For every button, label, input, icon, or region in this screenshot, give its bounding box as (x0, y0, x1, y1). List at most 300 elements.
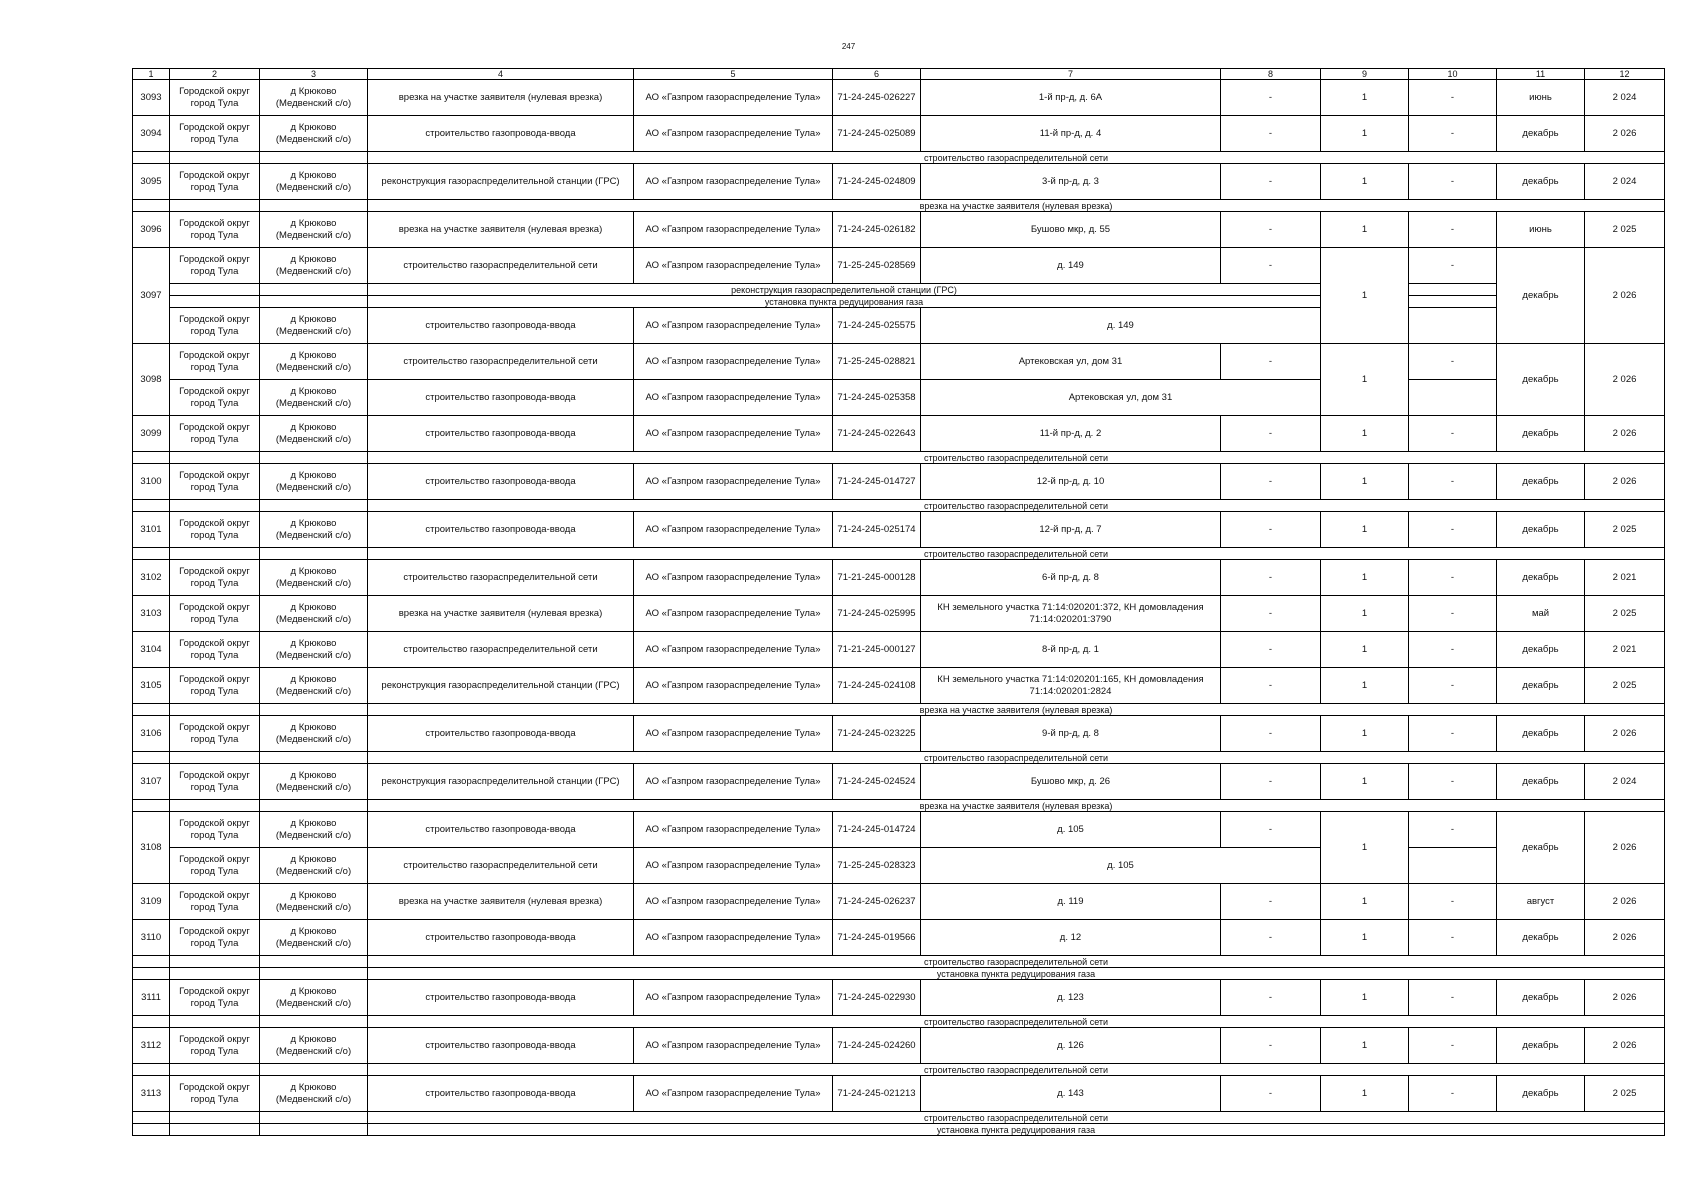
settlement-cell: д Крюково (Медвенский с/о) (260, 884, 368, 920)
district-cell: Городской округ город Тула (170, 212, 260, 248)
empty-cell (260, 1016, 368, 1028)
table-row (133, 596, 1665, 632)
work-note-row (133, 284, 1665, 296)
month-cell: декабрь (1497, 248, 1585, 344)
year-cell: 2 026 (1585, 716, 1665, 752)
work-note-row (133, 800, 1665, 812)
address-cell: 9-й пр-д, д. 8 (921, 716, 1221, 752)
row-number: 3106 (133, 716, 170, 752)
empty-cell (1409, 296, 1497, 308)
organization-cell: АО «Газпром газораспределение Тула» (634, 308, 833, 344)
address-cell: КН земельного участка 71:14:020201:165, КН домовладения 71:14:020201:2824 (921, 668, 1221, 704)
table-row (133, 80, 1665, 116)
organization-cell: АО «Газпром газораспределение Тула» (634, 560, 833, 596)
count-cell: 1 (1321, 980, 1409, 1016)
work-note: врезка на участке заявителя (нулевая врезка) (368, 800, 1665, 812)
organization-cell: АО «Газпром газораспределение Тула» (634, 668, 833, 704)
year-cell: 2 024 (1585, 80, 1665, 116)
empty-cell (133, 200, 170, 212)
count-cell: 1 (1321, 812, 1409, 884)
column-number: 8 (1221, 69, 1321, 80)
organization-cell: АО «Газпром газораспределение Тула» (634, 632, 833, 668)
column-number: 3 (260, 69, 368, 80)
settlement-cell: д Крюково (Медвенский с/о) (260, 212, 368, 248)
settlement-cell: д Крюково (Медвенский с/о) (260, 812, 368, 848)
settlement-cell: д Крюково (Медвенский с/о) (260, 668, 368, 704)
work-type-cell: строительство газораспределительной сети (368, 848, 634, 884)
count-cell: 1 (1321, 344, 1409, 416)
address-cell: д. 149 (921, 248, 1221, 284)
district-cell: Городской округ город Тула (170, 980, 260, 1016)
empty-cell (1409, 284, 1497, 296)
count-cell: 1 (1321, 764, 1409, 800)
table-row (133, 668, 1665, 704)
col10-cell: - (1409, 560, 1497, 596)
work-note-row (133, 548, 1665, 560)
object-code-cell: 71-24-245-025358 (833, 380, 921, 416)
district-cell: Городской округ город Тула (170, 164, 260, 200)
column-number: 11 (1497, 69, 1585, 80)
empty-cell (170, 704, 260, 716)
settlement-cell: д Крюково (Медвенский с/о) (260, 512, 368, 548)
col8-cell: - (1221, 344, 1321, 380)
table-row (133, 764, 1665, 800)
work-type-cell: строительство газопровода-ввода (368, 308, 634, 344)
address-cell: Артековская ул, дом 31 (921, 344, 1221, 380)
organization-cell: АО «Газпром газораспределение Тула» (634, 344, 833, 380)
address-cell: д. 12 (921, 920, 1221, 956)
work-note-row (133, 500, 1665, 512)
district-cell: Городской округ город Тула (170, 1076, 260, 1112)
col8-cell: - (1221, 116, 1321, 152)
table-row (133, 980, 1665, 1016)
table-row (133, 464, 1665, 500)
row-number: 3109 (133, 884, 170, 920)
object-code-cell: 71-21-245-000127 (833, 632, 921, 668)
col8-cell: - (1221, 212, 1321, 248)
year-cell: 2 026 (1585, 464, 1665, 500)
empty-cell (133, 152, 170, 164)
settlement-cell: д Крюково (Медвенский с/о) (260, 80, 368, 116)
empty-cell (133, 800, 170, 812)
empty-cell (260, 956, 368, 968)
empty-cell (170, 1064, 260, 1076)
column-number: 9 (1321, 69, 1409, 80)
district-cell: Городской округ город Тула (170, 464, 260, 500)
column-number: 2 (170, 69, 260, 80)
empty-cell (1409, 848, 1497, 884)
count-cell: 1 (1321, 560, 1409, 596)
column-number: 7 (921, 69, 1221, 80)
count-cell: 1 (1321, 668, 1409, 704)
organization-cell: АО «Газпром газораспределение Тула» (634, 164, 833, 200)
settlement-cell: д Крюково (Медвенский с/о) (260, 344, 368, 380)
col8-cell: - (1221, 596, 1321, 632)
empty-cell (260, 1064, 368, 1076)
col10-cell: - (1409, 1028, 1497, 1064)
year-cell: 2 025 (1585, 212, 1665, 248)
row-number: 3094 (133, 116, 170, 152)
month-cell: декабрь (1497, 980, 1585, 1016)
month-cell: декабрь (1497, 164, 1585, 200)
settlement-cell: д Крюково (Медвенский с/о) (260, 596, 368, 632)
year-cell: 2 026 (1585, 116, 1665, 152)
col10-cell: - (1409, 344, 1497, 380)
object-code-cell: 71-24-245-022930 (833, 980, 921, 1016)
work-type-cell: строительство газопровода-ввода (368, 920, 634, 956)
organization-cell: АО «Газпром газораспределение Тула» (634, 884, 833, 920)
settlement-cell: д Крюково (Медвенский с/о) (260, 1028, 368, 1064)
month-cell: май (1497, 596, 1585, 632)
col10-cell: - (1409, 884, 1497, 920)
row-number: 3098 (133, 344, 170, 416)
work-note-row (133, 968, 1665, 980)
row-number: 3093 (133, 80, 170, 116)
col8-cell: - (1221, 1076, 1321, 1112)
table-row (133, 560, 1665, 596)
col8-cell: - (1221, 464, 1321, 500)
col8-cell: - (1221, 164, 1321, 200)
organization-cell: АО «Газпром газораспределение Тула» (634, 848, 833, 884)
work-note: врезка на участке заявителя (нулевая врезка) (368, 200, 1665, 212)
month-cell: декабрь (1497, 344, 1585, 416)
settlement-cell: д Крюково (Медвенский с/о) (260, 632, 368, 668)
settlement-cell: д Крюково (Медвенский с/о) (260, 416, 368, 452)
column-number: 5 (634, 69, 833, 80)
col10-cell: - (1409, 716, 1497, 752)
district-cell: Городской округ город Тула (170, 80, 260, 116)
work-type-cell: реконструкция газораспределительной станции (ГРС) (368, 764, 634, 800)
address-cell: 1-й пр-д, д. 6А (921, 80, 1221, 116)
empty-cell (133, 956, 170, 968)
month-cell: декабрь (1497, 764, 1585, 800)
month-cell: декабрь (1497, 716, 1585, 752)
col8-cell: - (1221, 416, 1321, 452)
col10-cell: - (1409, 212, 1497, 248)
year-cell: 2 025 (1585, 596, 1665, 632)
count-cell: 1 (1321, 164, 1409, 200)
settlement-cell: д Крюково (Медвенский с/о) (260, 308, 368, 344)
settlement-cell: д Крюково (Медвенский с/о) (260, 920, 368, 956)
row-number: 3105 (133, 668, 170, 704)
district-cell: Городской округ город Тула (170, 764, 260, 800)
object-code-cell: 71-24-245-024524 (833, 764, 921, 800)
month-cell: август (1497, 884, 1585, 920)
work-type-cell: строительство газопровода-ввода (368, 1076, 634, 1112)
empty-cell (170, 152, 260, 164)
address-cell: 6-й пр-д, д. 8 (921, 560, 1221, 596)
empty-cell (260, 152, 368, 164)
month-cell: декабрь (1497, 1076, 1585, 1112)
work-type-cell: строительство газопровода-ввода (368, 1028, 634, 1064)
empty-cell (170, 200, 260, 212)
organization-cell: АО «Газпром газораспределение Тула» (634, 248, 833, 284)
work-type-cell: строительство газораспределительной сети (368, 248, 634, 284)
year-cell: 2 026 (1585, 980, 1665, 1016)
empty-cell (170, 1112, 260, 1124)
empty-cell (170, 800, 260, 812)
empty-cell (260, 968, 368, 980)
district-cell: Городской округ город Тула (170, 812, 260, 848)
address-cell: д. 126 (921, 1028, 1221, 1064)
year-cell: 2 025 (1585, 512, 1665, 548)
object-code-cell: 71-24-245-014727 (833, 464, 921, 500)
organization-cell: АО «Газпром газораспределение Тула» (634, 1076, 833, 1112)
col8-cell: - (1221, 80, 1321, 116)
col8-cell: - (1221, 716, 1321, 752)
table-row (133, 416, 1665, 452)
organization-cell: АО «Газпром газораспределение Тула» (634, 512, 833, 548)
count-cell: 1 (1321, 464, 1409, 500)
work-type-cell: врезка на участке заявителя (нулевая врезка) (368, 596, 634, 632)
organization-cell: АО «Газпром газораспределение Тула» (634, 764, 833, 800)
work-note-row (133, 1064, 1665, 1076)
empty-cell (170, 752, 260, 764)
month-cell: июнь (1497, 80, 1585, 116)
row-number: 3100 (133, 464, 170, 500)
col10-cell: - (1409, 416, 1497, 452)
empty-cell (260, 284, 368, 296)
month-cell: декабрь (1497, 1028, 1585, 1064)
year-cell: 2 026 (1585, 344, 1665, 416)
object-code-cell: 71-24-245-026182 (833, 212, 921, 248)
empty-cell (260, 1124, 368, 1136)
address-cell: д. 119 (921, 884, 1221, 920)
district-cell: Городской округ город Тула (170, 848, 260, 884)
month-cell: декабрь (1497, 512, 1585, 548)
object-code-cell: 71-24-245-025575 (833, 308, 921, 344)
empty-cell (170, 1124, 260, 1136)
empty-cell (170, 296, 260, 308)
organization-cell: АО «Газпром газораспределение Тула» (634, 464, 833, 500)
row-number: 3104 (133, 632, 170, 668)
object-code-cell: 71-24-245-025995 (833, 596, 921, 632)
table-row (133, 164, 1665, 200)
count-cell: 1 (1321, 80, 1409, 116)
organization-cell: АО «Газпром газораспределение Тула» (634, 416, 833, 452)
count-cell: 1 (1321, 884, 1409, 920)
work-note-row (133, 1016, 1665, 1028)
work-type-cell: врезка на участке заявителя (нулевая врезка) (368, 884, 634, 920)
work-note-row (133, 200, 1665, 212)
work-type-cell: врезка на участке заявителя (нулевая врезка) (368, 80, 634, 116)
settlement-cell: д Крюково (Медвенский с/о) (260, 1076, 368, 1112)
district-cell: Городской округ город Тула (170, 380, 260, 416)
work-note: строительство газораспределительной сети (368, 548, 1665, 560)
work-note: строительство газораспределительной сети (368, 956, 1665, 968)
work-note: строительство газораспределительной сети (368, 1064, 1665, 1076)
empty-cell (133, 500, 170, 512)
district-cell: Городской округ город Тула (170, 116, 260, 152)
district-cell: Городской округ город Тула (170, 884, 260, 920)
month-cell: декабрь (1497, 464, 1585, 500)
district-cell: Городской округ город Тула (170, 308, 260, 344)
organization-cell: АО «Газпром газораспределение Тула» (634, 212, 833, 248)
col10-cell: - (1409, 764, 1497, 800)
col8-cell: - (1221, 812, 1321, 848)
object-code-cell: 71-21-245-000128 (833, 560, 921, 596)
work-type-cell: строительство газораспределительной сети (368, 344, 634, 380)
work-note: строительство газораспределительной сети (368, 500, 1665, 512)
work-type-cell: строительство газопровода-ввода (368, 380, 634, 416)
work-note-row (133, 704, 1665, 716)
work-type-cell: реконструкция газораспределительной станции (ГРС) (368, 164, 634, 200)
empty-cell (133, 968, 170, 980)
year-cell: 2 024 (1585, 764, 1665, 800)
work-note-row (133, 1124, 1665, 1136)
empty-cell (1409, 308, 1497, 344)
column-number: 10 (1409, 69, 1497, 80)
header-row (133, 69, 1665, 80)
organization-cell: АО «Газпром газораспределение Тула» (634, 116, 833, 152)
col10-cell: - (1409, 164, 1497, 200)
month-cell: декабрь (1497, 668, 1585, 704)
row-number: 3101 (133, 512, 170, 548)
work-note-row (133, 152, 1665, 164)
work-note-row (133, 452, 1665, 464)
count-cell: 1 (1321, 248, 1409, 344)
empty-cell (260, 704, 368, 716)
table-row (133, 1028, 1665, 1064)
col10-cell: - (1409, 116, 1497, 152)
empty-cell (133, 452, 170, 464)
year-cell: 2 025 (1585, 668, 1665, 704)
settlement-cell: д Крюково (Медвенский с/о) (260, 560, 368, 596)
settlement-cell: д Крюково (Медвенский с/о) (260, 716, 368, 752)
object-code-cell: 71-24-245-026237 (833, 884, 921, 920)
count-cell: 1 (1321, 716, 1409, 752)
col8-cell: - (1221, 668, 1321, 704)
month-cell: декабрь (1497, 116, 1585, 152)
col10-cell: - (1409, 980, 1497, 1016)
empty-cell (260, 800, 368, 812)
settlement-cell: д Крюково (Медвенский с/о) (260, 116, 368, 152)
col8-cell: - (1221, 512, 1321, 548)
month-cell: декабрь (1497, 920, 1585, 956)
empty-cell (170, 500, 260, 512)
work-note: врезка на участке заявителя (нулевая врезка) (368, 704, 1665, 716)
address-cell: 12-й пр-д, д. 7 (921, 512, 1221, 548)
district-cell: Городской округ город Тула (170, 416, 260, 452)
settlement-cell: д Крюково (Медвенский с/о) (260, 380, 368, 416)
empty-cell (1409, 380, 1497, 416)
count-cell: 1 (1321, 596, 1409, 632)
row-number: 3113 (133, 1076, 170, 1112)
organization-cell: АО «Газпром газораспределение Тула» (634, 596, 833, 632)
table-row (133, 512, 1665, 548)
district-cell: Городской округ город Тула (170, 560, 260, 596)
empty-cell (133, 548, 170, 560)
organization-cell: АО «Газпром газораспределение Тула» (634, 380, 833, 416)
table-row (133, 884, 1665, 920)
count-cell: 1 (1321, 212, 1409, 248)
work-note: строительство газораспределительной сети (368, 1016, 1665, 1028)
year-cell: 2 026 (1585, 920, 1665, 956)
empty-cell (260, 296, 368, 308)
count-cell: 1 (1321, 116, 1409, 152)
month-cell: декабрь (1497, 812, 1585, 884)
table-row (133, 308, 1665, 344)
settlement-cell: д Крюково (Медвенский с/о) (260, 164, 368, 200)
count-cell: 1 (1321, 1076, 1409, 1112)
work-note: строительство газораспределительной сети (368, 1112, 1665, 1124)
col8-cell: - (1221, 980, 1321, 1016)
district-cell: Городской округ город Тула (170, 1028, 260, 1064)
col10-cell: - (1409, 920, 1497, 956)
object-code-cell: 71-24-245-021213 (833, 1076, 921, 1112)
col10-cell: - (1409, 1076, 1497, 1112)
settlement-cell: д Крюково (Медвенский с/о) (260, 248, 368, 284)
address-cell: 12-й пр-д, д. 10 (921, 464, 1221, 500)
registry-table (132, 68, 1665, 1136)
work-note: строительство газораспределительной сети (368, 152, 1665, 164)
table-row (133, 248, 1665, 284)
empty-cell (260, 500, 368, 512)
count-cell: 1 (1321, 632, 1409, 668)
empty-cell (260, 200, 368, 212)
empty-cell (170, 452, 260, 464)
work-note: строительство газораспределительной сети (368, 752, 1665, 764)
month-cell: декабрь (1497, 560, 1585, 596)
month-cell: декабрь (1497, 632, 1585, 668)
count-cell: 1 (1321, 512, 1409, 548)
object-code-cell: 71-25-245-028569 (833, 248, 921, 284)
work-note-row (133, 752, 1665, 764)
empty-cell (133, 1064, 170, 1076)
work-note: установка пункта редуцирования газа (368, 296, 1321, 308)
col8-cell: - (1221, 1028, 1321, 1064)
table-row (133, 1076, 1665, 1112)
col8-cell: - (1221, 764, 1321, 800)
work-type-cell: строительство газопровода-ввода (368, 980, 634, 1016)
table-row (133, 920, 1665, 956)
table-row (133, 812, 1665, 848)
organization-cell: АО «Газпром газораспределение Тула» (634, 920, 833, 956)
settlement-cell: д Крюково (Медвенский с/о) (260, 980, 368, 1016)
address-cell: д. 143 (921, 1076, 1221, 1112)
col10-cell: - (1409, 80, 1497, 116)
column-number: 6 (833, 69, 921, 80)
settlement-cell: д Крюково (Медвенский с/о) (260, 848, 368, 884)
district-cell: Городской округ город Тула (170, 668, 260, 704)
address-cell: 11-й пр-д, д. 2 (921, 416, 1221, 452)
object-code-cell: 71-24-245-024108 (833, 668, 921, 704)
work-type-cell: строительство газопровода-ввода (368, 464, 634, 500)
empty-cell (133, 704, 170, 716)
empty-cell (170, 284, 260, 296)
object-code-cell: 71-24-245-019566 (833, 920, 921, 956)
object-code-cell: 71-25-245-028323 (833, 848, 921, 884)
object-code-cell: 71-24-245-024809 (833, 164, 921, 200)
work-type-cell: строительство газораспределительной сети (368, 632, 634, 668)
object-code-cell: 71-24-245-014724 (833, 812, 921, 848)
district-cell: Городской округ город Тула (170, 632, 260, 668)
col8-cell: - (1221, 920, 1321, 956)
settlement-cell: д Крюково (Медвенский с/о) (260, 464, 368, 500)
row-number: 3108 (133, 812, 170, 884)
object-code-cell: 71-24-245-023225 (833, 716, 921, 752)
row-number: 3107 (133, 764, 170, 800)
address-cell: д. 149 (921, 308, 1321, 344)
column-number: 12 (1585, 69, 1665, 80)
settlement-cell: д Крюково (Медвенский с/о) (260, 764, 368, 800)
year-cell: 2 026 (1585, 248, 1665, 344)
work-type-cell: строительство газопровода-ввода (368, 416, 634, 452)
address-cell: д. 105 (921, 848, 1321, 884)
district-cell: Городской округ город Тула (170, 596, 260, 632)
col10-cell: - (1409, 668, 1497, 704)
col10-cell: - (1409, 632, 1497, 668)
